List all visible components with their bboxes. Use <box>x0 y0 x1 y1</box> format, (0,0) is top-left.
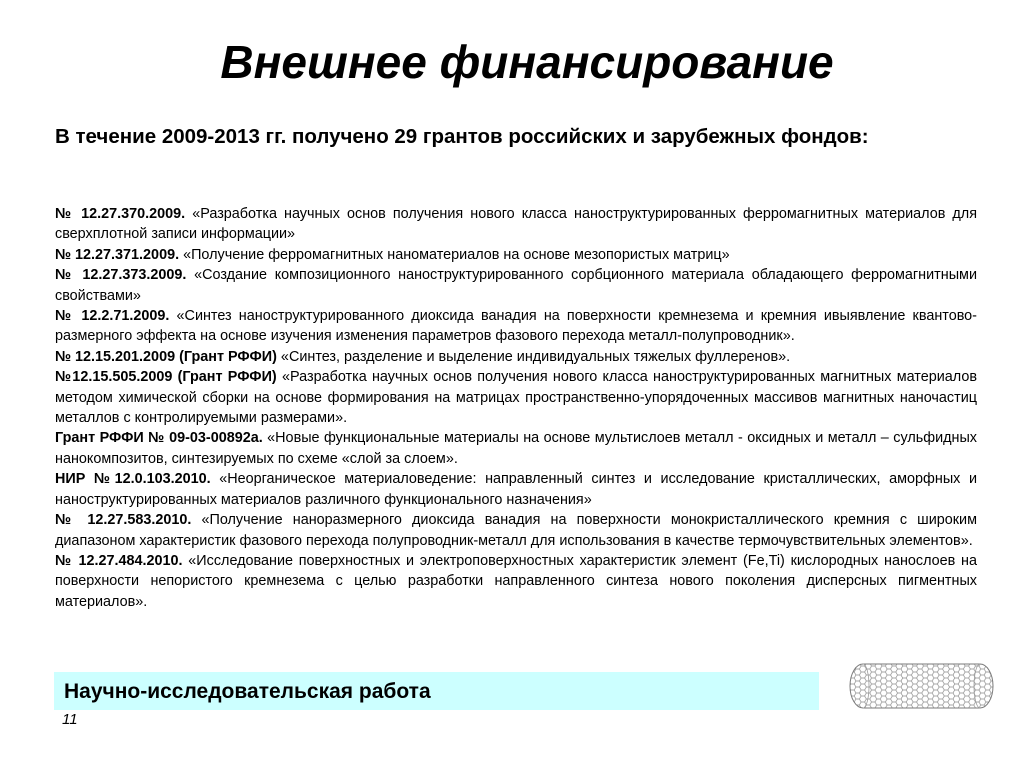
grant-description: «Синтез, разделение и выделение индивидуальных тяжелых фуллеренов». <box>276 348 791 365</box>
grant-description: «Получение наноразмерного диоксида ванадия на поверхности монокристаллического кремния с широким диапазоном характеристик фазового перехода полупроводник-металл для использования в качестве термочувствительных элементов». <box>55 512 977 549</box>
grant-description: «Получение ферромагнитных наноматериалов на основе мезопористых матриц» <box>179 246 730 263</box>
slide-title: Внешнее финансирование <box>220 36 834 88</box>
page-number: 11 <box>62 711 78 728</box>
grant-item <box>55 306 977 347</box>
grant-item <box>55 510 977 551</box>
grant-item <box>55 245 977 265</box>
carbon-nanotube-icon <box>849 660 994 712</box>
grant-code: № 12.15.201.2009 (Грант РФФИ) <box>55 348 277 365</box>
grant-description: «Новые функциональные материалы на основе мультислоев металл - оксидных и металл – сульфидных нанокомпозитов, синтезируемых по схеме «слой за слоем». <box>55 430 977 467</box>
grant-code: № 12.27.583.2010. <box>55 512 192 529</box>
grant-code: № 12.2.71.2009. <box>55 308 170 325</box>
grant-code: №12.15.505.2009 (Грант РФФИ) <box>55 369 277 386</box>
grant-list <box>55 204 977 612</box>
grant-item <box>55 367 977 428</box>
grant-description: «Создание композиционного наноструктурированного сорбционного материала обладающего ферромагнитными свойствами» <box>55 267 977 304</box>
grant-item <box>55 551 977 612</box>
grant-code: № 12.27.484.2010. <box>55 552 183 569</box>
grant-code: № 12.27.373.2009. <box>55 267 187 284</box>
grant-description: «Неорганическое материаловедение: направленный синтез и исследование кристаллических, аморфных и наноструктурированных материалов различного функционального назначения» <box>55 471 977 508</box>
grant-description: «Синтез наноструктурированного диоксида ванадия на поверхности кремнезема и кремния ивыявление квантово-размерного эффекта на основе изучения изменения параметров фазового перехода металл-полупроводник». <box>55 308 977 345</box>
grant-description: «Исследование поверхностных и электроповерхностных характеристик элемент (Fe,Ti) кислородных нанослоев на поверхности непористого кремнезема с целью разработки направленного синтеза нового поколения дисперсных пигментных материалов». <box>55 552 977 610</box>
grant-description: «Разработка научных основ получения нового класса наноструктурированных магнитных материалов методом химической сборки на основе формирования на матрицах пространственно-упорядоченных массивов магнитных наночастиц металлов с контролируемыми размерами». <box>55 369 977 427</box>
grant-item <box>55 265 977 306</box>
footer-bar <box>54 672 819 710</box>
grant-code: Грант РФФИ № 09-03-00892а. <box>55 430 263 447</box>
footer-label: Научно-исследовательская работа <box>64 680 431 703</box>
grant-item <box>55 204 977 245</box>
grant-description: «Разработка научных основ получения нового класса наноструктурированных ферромагнитных материалов для сверхплотной записи информации» <box>55 206 977 243</box>
grant-item <box>55 347 977 367</box>
grant-code: № 12.27.371.2009. <box>55 246 180 263</box>
grant-item <box>55 428 977 469</box>
intro-text: В течение 2009-2013 гг. получено 29 грантов российских и зарубежных фондов: <box>55 125 869 148</box>
grant-code: НИР №12.0.103.2010. <box>55 471 211 488</box>
grant-item <box>55 469 977 510</box>
grant-code: № 12.27.370.2009. <box>55 206 186 222</box>
